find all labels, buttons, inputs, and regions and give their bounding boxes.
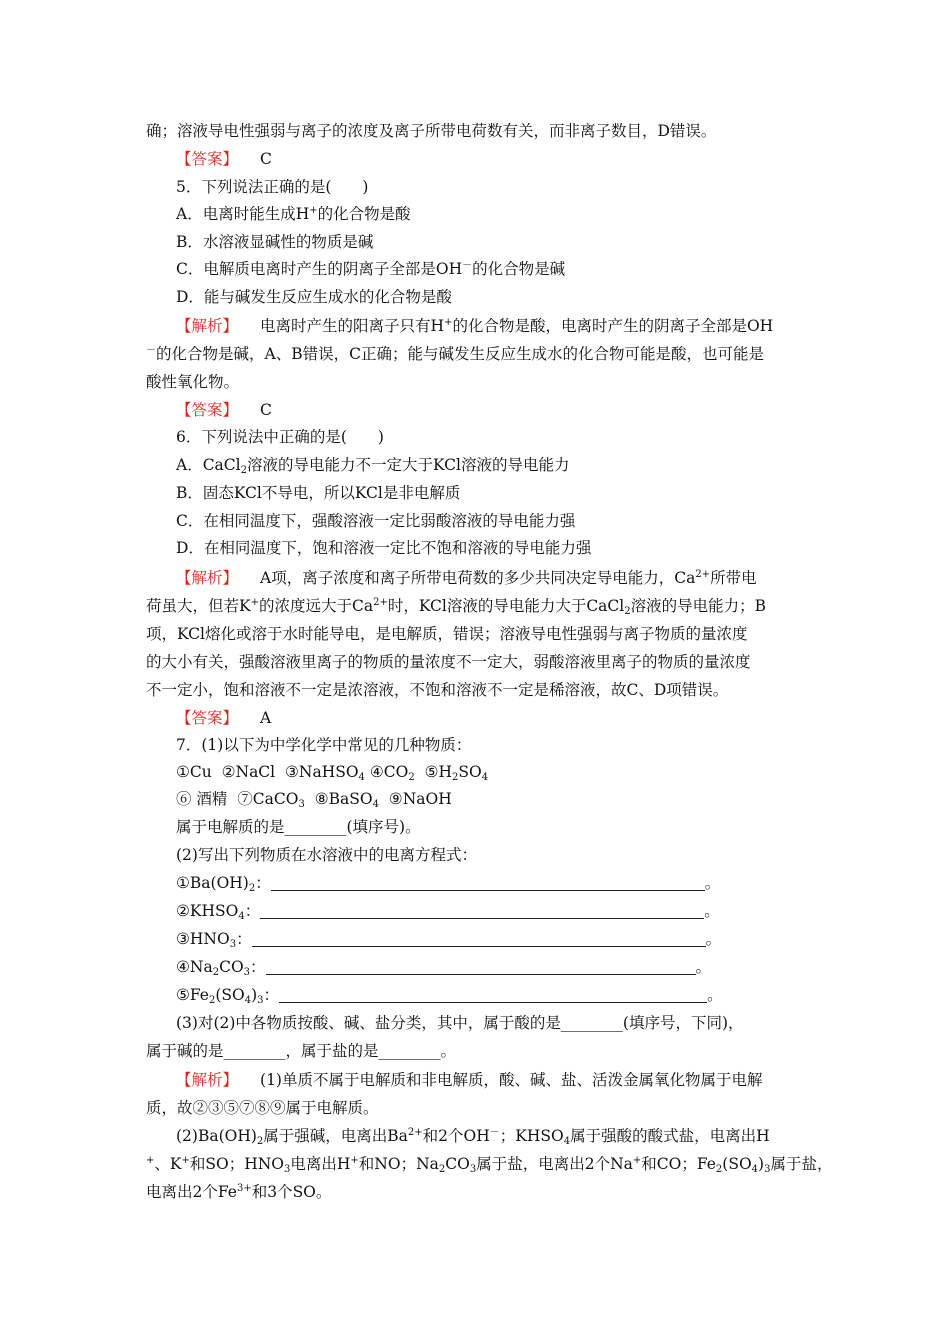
question-6: 6．下列说法中正确的是( ) — [176, 428, 384, 446]
text-line: +、K+和SO；$HNO_3$电离出H+和NO；$Na_2CO_3$属于盐，电离出2个Na+和CO；$Fe_2(SO_4)_3$属于盐， — [146, 1155, 833, 1175]
text-line: －的化合物是碱，A、B错误，C正确；能与碱发生反应生成水的化合物可能是酸，也可能是 — [146, 345, 764, 363]
text-line: 属于碱的是________，属于盐的是________。 — [146, 1042, 457, 1060]
answer-blank[interactable] — [271, 876, 705, 891]
analysis-tag: 【解析】 — [176, 1071, 239, 1089]
text-line: 的大小有关，强酸溶液里离子的物质的量浓度不一定大，弱酸溶液里离子的物质的量浓度 — [146, 653, 751, 671]
equation-blank: $③HNO_3$： 。 — [176, 930, 722, 950]
question-7: 7．(1)以下为中学化学中常见的几种物质： — [176, 736, 472, 754]
substance-list: ⑥ 酒精 ⑦CaCO$_3$ ⑧BaSO$_4$ ⑨NaOH — [176, 790, 452, 810]
text-line: 电离出2个$Fe^{3+}$和3个SO。 — [146, 1183, 332, 1201]
option-d: D．能与碱发生反应生成水的化合物是酸 — [176, 288, 452, 306]
answer-blank[interactable] — [260, 904, 704, 919]
text-line: 属于电解质的是________(填序号)。 — [176, 818, 421, 836]
text-line: 确；溶液导电性强弱与离子的浓度及离子所带电荷数有关，而非离子数目，D错误。 — [146, 122, 717, 140]
answer-tag: 【答案】 — [176, 150, 239, 168]
analysis-line: 【解析】 电离时产生的阳离子只有H+的化合物是酸，电离时产生的阴离子全部是OH — [176, 317, 774, 335]
text-line: 质，故②③⑤⑦⑧⑨属于电解质。 — [146, 1099, 379, 1117]
answer-line: 【答案】 A — [176, 709, 272, 727]
answer-line: 【答案】 C — [176, 401, 272, 419]
analysis-tag: 【解析】 — [176, 317, 239, 335]
text-line: $(2)Ba(OH)_2$属于强碱，电离出$Ba^{2+}$和2个OH－；$KHSO_4$属于强酸的酸式盐，电离出H — [176, 1127, 770, 1147]
option-a: A．CaCl$_2$溶液的导电能力不一定大于KCl溶液的导电能力 — [176, 456, 570, 476]
text-line: (3)对(2)中各物质按酸、碱、盐分类，其中，属于酸的是________(填序号，下同)， — [176, 1014, 744, 1032]
question-5: 5．下列说法正确的是( ) — [176, 178, 369, 196]
answer-tag: 【答案】 — [176, 709, 239, 727]
answer-blank[interactable] — [266, 960, 696, 975]
equation-blank: $④Na_2CO_3$： 。 — [176, 958, 712, 978]
answer-tag: 【答案】 — [176, 401, 239, 419]
substance-list: ①Cu ②NaCl ③NaHSO$_4$ $④CO_2$ $⑤H_2SO_4$ — [176, 763, 489, 783]
option-b: B．固态KCl不导电，所以KCl是非电解质 — [176, 484, 461, 502]
option-c: C．在相同温度下，强酸溶液一定比弱酸溶液的导电能力强 — [176, 512, 576, 530]
equation-blank: $①Ba(OH)_2$： 。 — [176, 874, 721, 894]
text-line: 不一定小，饱和溶液不一定是浓溶液，不饱和溶液不一定是稀溶液，故C、D项错误。 — [146, 681, 729, 699]
option-b: B．水溶液显碱性的物质是碱 — [176, 233, 374, 251]
analysis-line: 【解析】 (1)单质不属于电解质和非电解质，酸、碱、盐、活泼金属氧化物属于电解 — [176, 1071, 763, 1089]
answer-blank[interactable] — [279, 988, 707, 1003]
equation-blank: $⑤Fe_2(SO_4)_3$： 。 — [176, 986, 723, 1006]
text-line: 项，KCl熔化或溶于水时能导电，是电解质，错误；溶液导电性强弱与离子物质的量浓度 — [146, 625, 748, 643]
option-d: D．在相同温度下，饱和溶液一定比不饱和溶液的导电能力强 — [176, 539, 592, 557]
analysis-tag: 【解析】 — [176, 569, 239, 587]
answer-line: 【答案】 C — [176, 150, 272, 168]
text-line: 酸性氧化物。 — [146, 373, 240, 391]
equation-blank: $②KHSO_4$： 。 — [176, 902, 720, 922]
answer-blank[interactable] — [252, 932, 706, 947]
analysis-line: 【解析】 A项，离子浓度和离子所带电荷数的多少共同决定导电能力，$Ca^{2+}$所带电 — [176, 569, 757, 587]
option-c: C．电解质电离时产生的阴离子全部是OH－的化合物是碱 — [176, 260, 566, 278]
text-line: 荷虽大，但若K+的浓度远大于$Ca^{2+}$时，KCl溶液的导电能力大于CaCl$_2$溶液的导电能力；B — [146, 597, 767, 617]
option-a: A．电离时能生成H+的化合物是酸 — [176, 205, 411, 223]
text-line: (2)写出下列物质在水溶液中的电离方程式： — [176, 846, 477, 864]
